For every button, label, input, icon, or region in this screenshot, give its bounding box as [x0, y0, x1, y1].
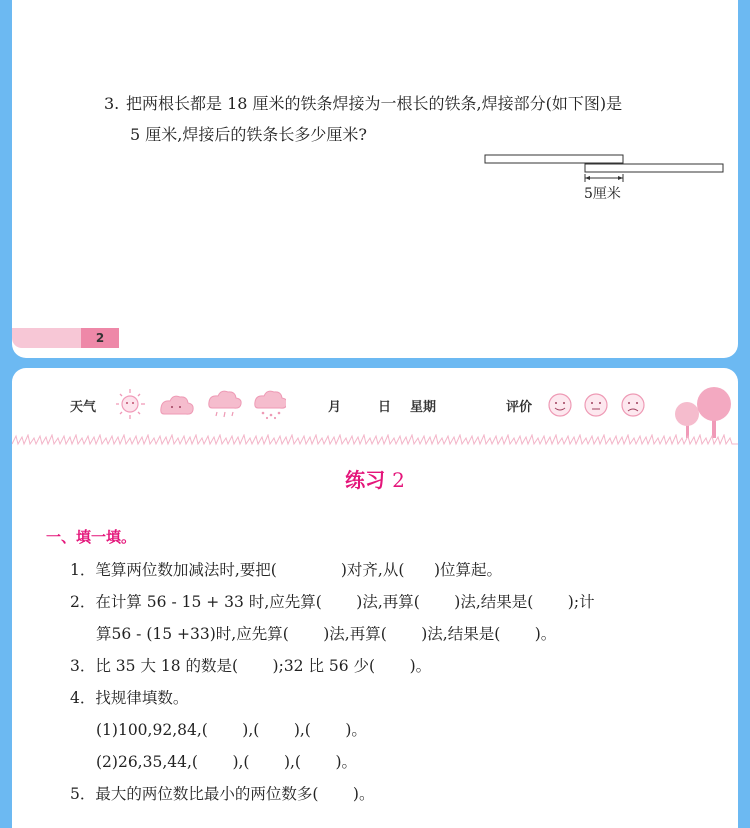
exercise-line: (1)100,92,84,( ),( ),( )。	[96, 721, 367, 739]
weekday-label: 星期	[410, 400, 437, 415]
arrow-left-icon	[585, 176, 590, 180]
tree-icon	[697, 387, 731, 438]
question-3-line-1: 把两根长都是 18 厘米的铁条焊接为一根长的铁条,焊接部分(如下图)是	[126, 94, 623, 113]
cloud-icon	[161, 396, 193, 414]
snow-cloud-icon	[255, 391, 286, 419]
exercise-line: 算56 - (15 +33)时,应先算( )法,再算( )法,结果是( )。	[96, 625, 557, 643]
page-number: 2	[81, 328, 119, 348]
overlap-label: 5厘米	[584, 186, 621, 202]
month-label: 月	[328, 400, 342, 415]
page-number-bar	[12, 328, 119, 348]
happy-face-icon[interactable]	[549, 394, 571, 416]
iron-bar-1	[485, 155, 623, 163]
section-fill-in: 一、填一填。	[46, 528, 137, 546]
weather-label: 天气	[70, 400, 97, 415]
sad-face-icon[interactable]	[622, 394, 644, 416]
exercise-title-text: 练习	[345, 468, 386, 492]
day-label: 日	[378, 400, 392, 415]
rating-label: 评价	[506, 400, 533, 415]
tree-icon	[675, 402, 699, 438]
exercise-title	[12, 464, 738, 493]
exercise-line: 1．笔算两位数加减法时,要把( )对齐,从( )位算起。	[70, 561, 503, 579]
iron-bar-2	[585, 164, 723, 172]
exercise-line: 5．最大的两位数比最小的两位数多( )。	[70, 785, 375, 803]
neutral-face-icon[interactable]	[585, 394, 607, 416]
exercise-line: 3．比 35 大 18 的数是( );32 比 56 少( )。	[70, 657, 432, 675]
exercise-line: 4．找规律填数。	[70, 689, 189, 707]
welding-diagram	[12, 0, 738, 210]
rating-faces	[546, 390, 654, 420]
grass-decoration	[12, 434, 738, 446]
question-3-number: 3.	[104, 94, 120, 113]
top-page-card	[12, 0, 738, 358]
exercise-line: (2)26,35,44,( ),( ),( )。	[96, 753, 358, 771]
header-row	[12, 384, 738, 424]
rain-cloud-icon	[209, 391, 241, 417]
exercise-title-number: 2	[392, 468, 405, 492]
question-3-line-2: 5 厘米,焊接后的铁条长多少厘米?	[130, 125, 367, 144]
exercise-line: 2．在计算 56 - 15 + 33 时,应先算( )法,再算( )法,结果是( );计	[70, 593, 595, 611]
arrow-right-icon	[618, 176, 623, 180]
exercise-page-card	[12, 368, 738, 828]
weather-icons	[116, 386, 286, 422]
sun-icon	[116, 389, 145, 419]
